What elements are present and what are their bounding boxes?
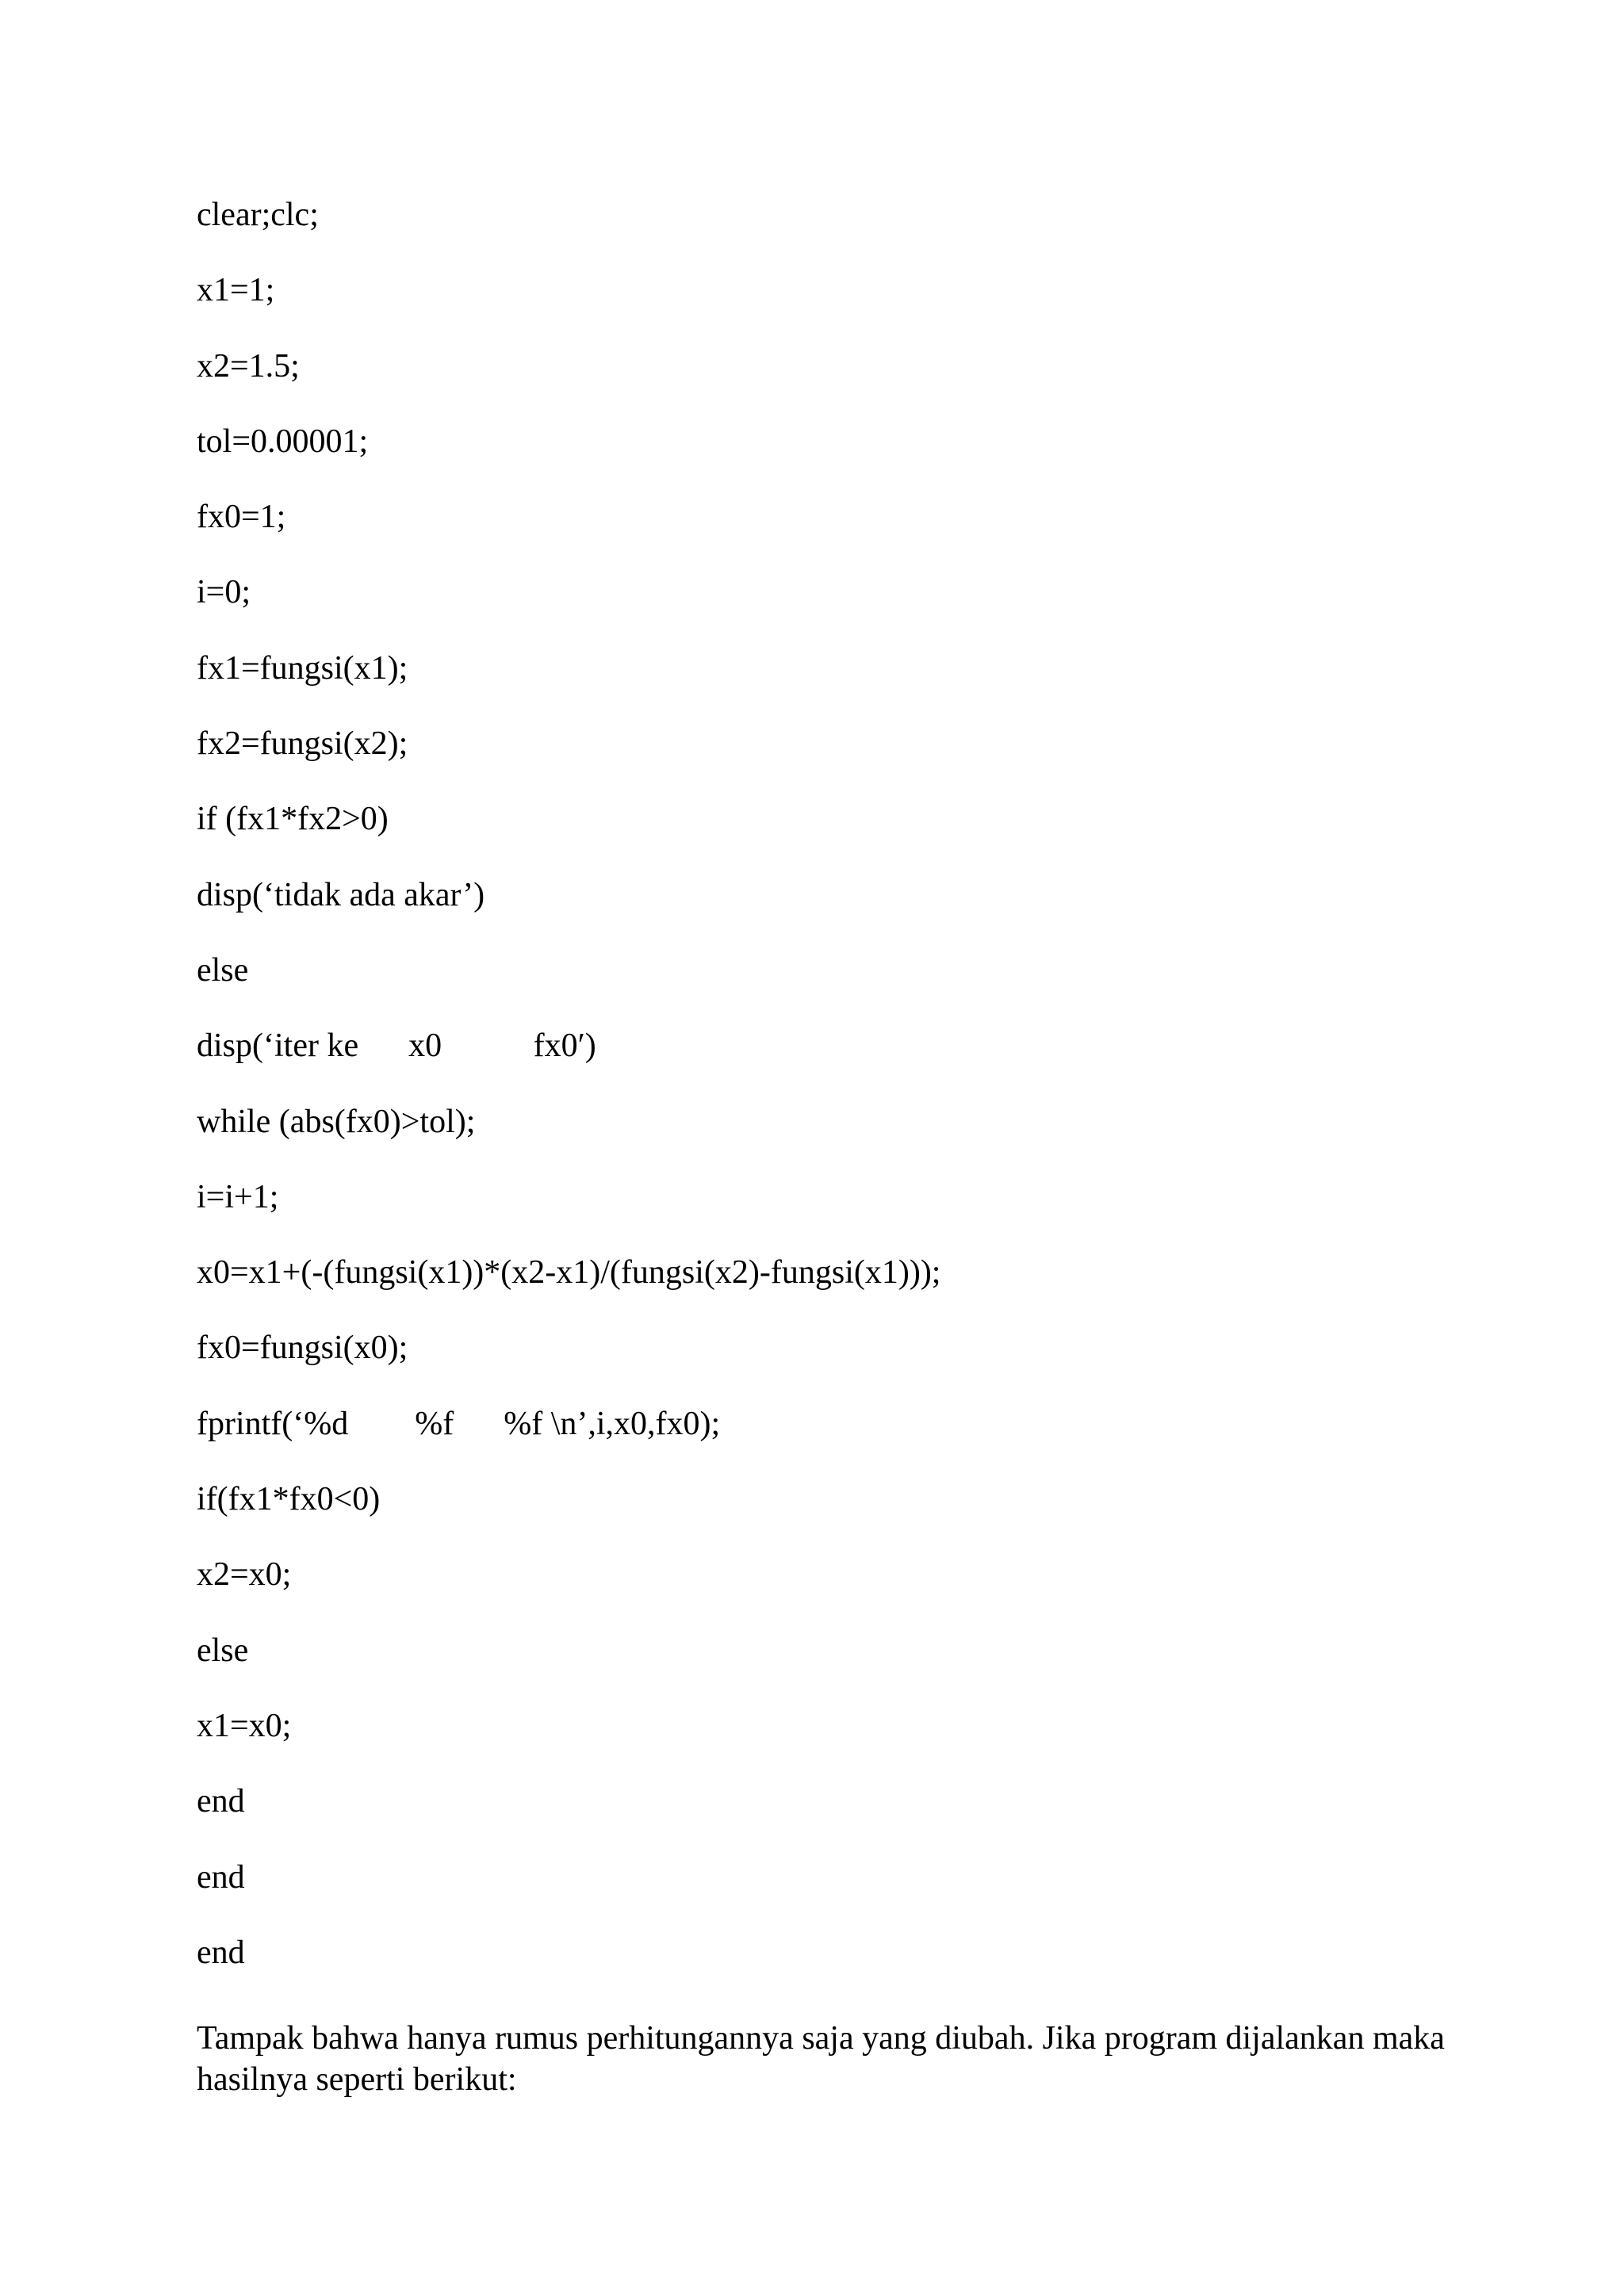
code-line: fx1=fungsi(x1); xyxy=(197,649,408,687)
code-listing xyxy=(197,192,1434,2005)
body-paragraph: Tampak bahwa hanya rumus perhitungannya saja yang diubah. Jika program dijalankan maka hasilnya seperti berikut: xyxy=(197,2020,1445,2098)
code-line: fx0=fungsi(x0); xyxy=(197,1330,408,1367)
code-line: i=i+1; xyxy=(197,1178,279,1215)
code-line: x1=x0; xyxy=(197,1707,292,1744)
code-line: disp(‘tidak ada akar’) xyxy=(197,876,485,913)
code-line: disp(‘iter ke x0 fx0′) xyxy=(197,1027,596,1065)
code-line: fprintf(‘%d %f %f \n’,i,x0,fx0); xyxy=(197,1405,721,1442)
code-line: x0=x1+(-(fungsi(x1))*(x2-x1)/(fungsi(x2)-fungsi(x1))); xyxy=(197,1254,941,1292)
code-line: end xyxy=(197,1783,245,1820)
code-line: end xyxy=(197,1858,245,1896)
code-line: x2=1.5; xyxy=(197,347,300,385)
code-line: if(fx1*fx0<0) xyxy=(197,1481,381,1518)
code-line: i=0; xyxy=(197,574,251,611)
code-line: tol=0.00001; xyxy=(197,423,369,460)
code-line: if (fx1*fx2>0) xyxy=(197,801,389,838)
code-line: else xyxy=(197,951,249,989)
code-line: x2=x0; xyxy=(197,1556,292,1594)
code-line: x1=1; xyxy=(197,272,275,309)
code-line: fx2=fungsi(x2); xyxy=(197,725,408,763)
code-line: while (abs(fx0)>tol); xyxy=(197,1103,476,1140)
code-line: clear;clc; xyxy=(197,197,319,233)
code-line: else xyxy=(197,1632,249,1669)
code-line: end xyxy=(197,1934,245,1971)
code-line: fx0=1; xyxy=(197,499,286,536)
